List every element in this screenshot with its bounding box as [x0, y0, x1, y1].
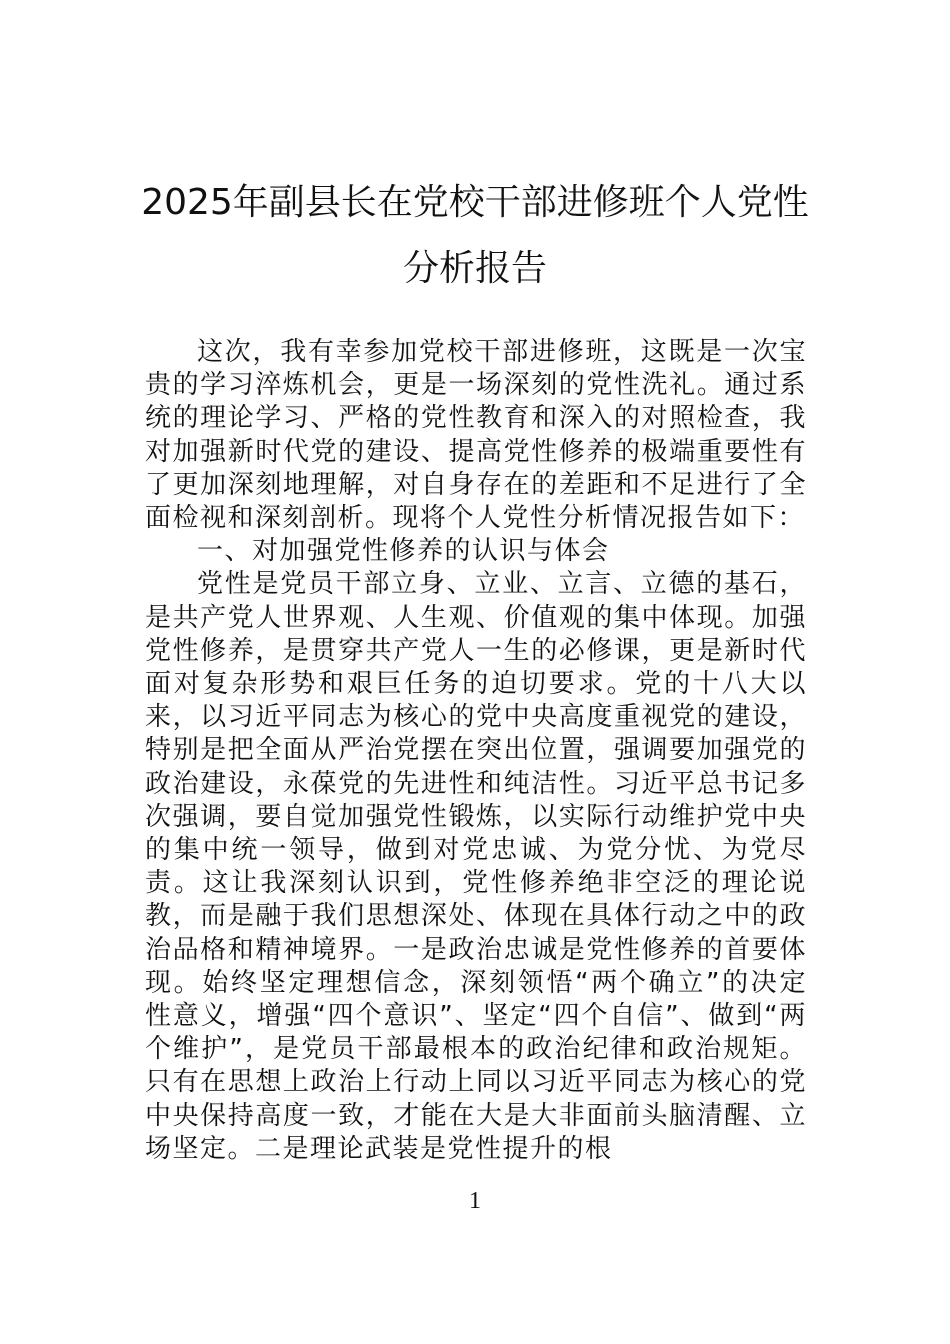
document-title	[120, 170, 830, 302]
section-heading-1: 一、对加强党性修养的认识与体会	[197, 536, 610, 567]
document-body	[145, 336, 807, 1166]
intro-paragraph: 这次，我有幸参加党校干部进修班，这既是一次宝贵的学习淬炼机会，更是一场深刻的党性洗礼。通过系统的理论学习、严格的党性教育和深入的对照检查，我对加强新时代党的建设、提高党性修养的极端重要性有了更加深刻地理解，对自身存在的差距和不足进行了全面检视和深刻剖析。现将个人党性分析情况报告如下：	[145, 337, 807, 534]
page-number: 1	[469, 1188, 481, 1214]
title-line-2: 分析报告	[402, 248, 547, 289]
title-line-1: 2025年副县长在党校干部进修班个人党性	[141, 182, 809, 223]
body-paragraph: 党性是党员干部立身、立业、立言、立德的基石，是共产党人世界观、人生观、价值观的集中体现。加强党性修养，是贯穿共产党人一生的必修课，更是新时代面对复杂形势和艰巨任务的迫切要求。党的十八大以来，以习近平同志为核心的党中央高度重视党的建设，特别是把全面从严治党摆在突出位置，强调要加强党的政治建设，永葆党的先进性和纯洁性。习近平总书记多次强调，要自觉加强党性锻炼，以实际行动维护党中央的集中统一领导，做到对党忠诚、为党分忧、为党尽责。这让我深刻认识到，党性修养绝非空泛的理论说教，而是融于我们思想深处、体现在具体行动之中的政治品格和精神境界。一是政治忠诚是党性修养的首要体现。始终坚定理想信念，深刻领悟“两个确立”的决定性意义，增强“四个意识”、坚定“四个自信”、做到“两个维护”，是党员干部最根本的政治纪律和政治规矩。只有在思想上政治上行动上同以习近平同志为核心的党中央保持高度一致，才能在大是大非面前头脑清醒、立场坚定。二是理论武装是党性提升的根	[145, 569, 807, 1164]
